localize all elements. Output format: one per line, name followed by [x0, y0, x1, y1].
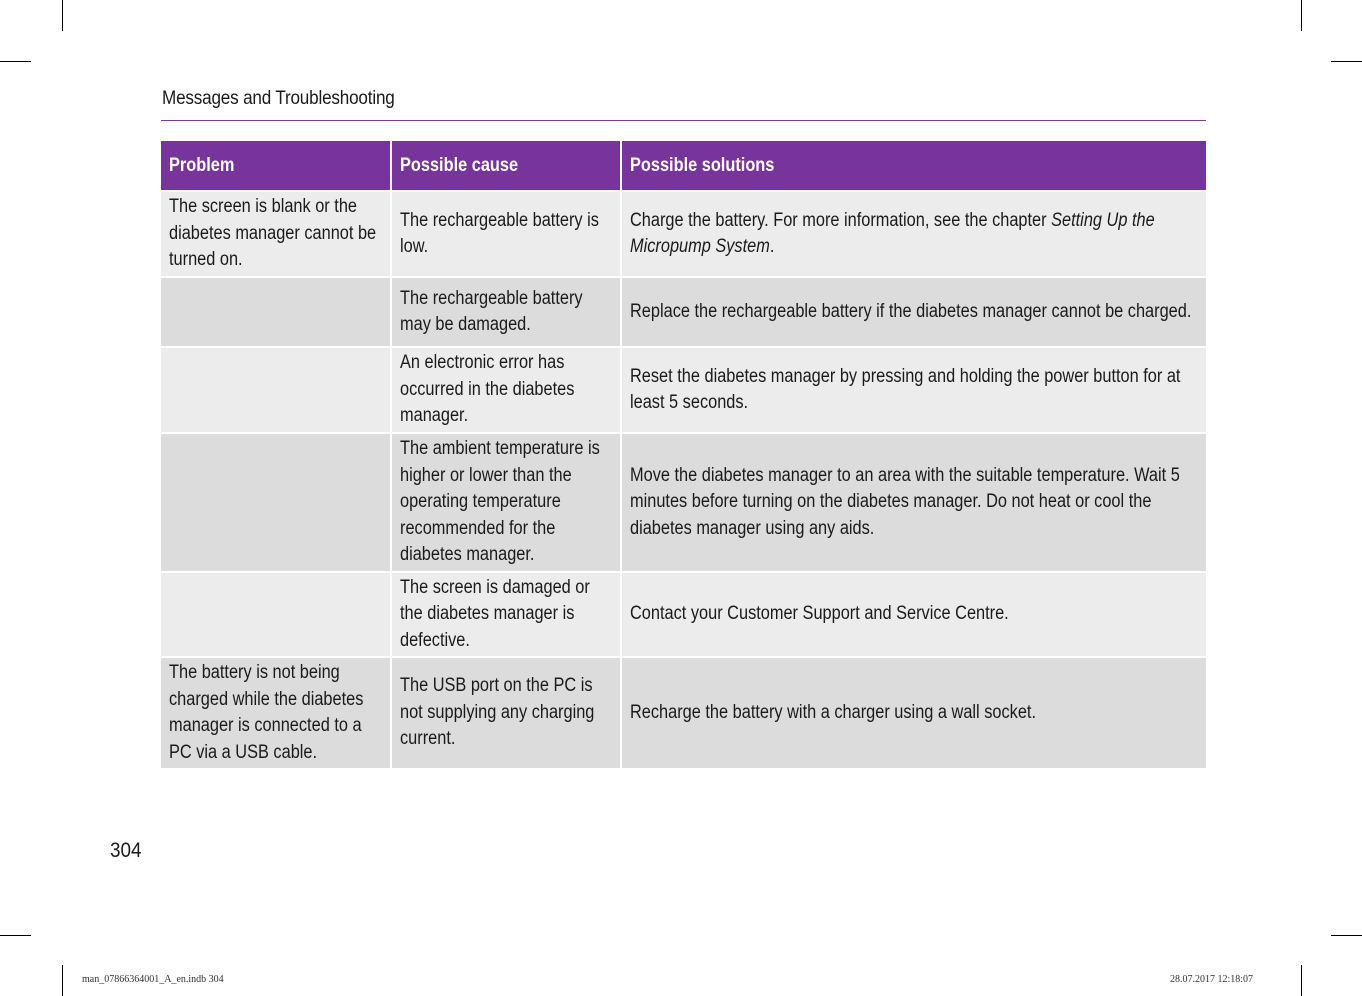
crop-mark-top-left-vertical — [62, 0, 63, 31]
crop-mark-bottom-left-horizontal — [0, 935, 31, 936]
solution-cell: Replace the rechargeable battery if the diabetes manager cannot be charged. — [621, 277, 1206, 347]
cause-cell: The USB port on the PC is not supplying any charging current. — [391, 657, 621, 768]
cause-cell: The screen is damaged or the diabetes manager is defective. — [391, 572, 621, 658]
solution-cell: Contact your Customer Support and Service Centre. — [621, 572, 1206, 658]
header-rule — [161, 120, 1206, 121]
cause-cell: The rechargeable battery may be damaged. — [391, 277, 621, 347]
problem-cell: The battery is not being charged while the diabetes manager is connected to a PC via a USB cable. — [161, 657, 391, 768]
crop-mark-top-left-horizontal — [0, 61, 31, 62]
chapter-reference: Setting Up the Micropump System — [630, 209, 1155, 257]
solution-cell: Recharge the battery with a charger using a wall socket. — [621, 657, 1206, 768]
cause-cell: The ambient temperature is higher or lower than the operating temperature recommended for the diabetes manager. — [391, 433, 621, 572]
column-header-possible-cause: Possible cause — [391, 141, 621, 191]
table-header-row — [161, 141, 1206, 191]
print-slug-timestamp: 28.07.2017 12:18:07 — [1170, 974, 1254, 985]
solution-cell: Move the diabetes manager to an area with the suitable temperature. Wait 5 minutes before turning on the diabetes manager. Do not heat or cool the diabetes manager using any aids. — [621, 433, 1206, 572]
problem-cell — [161, 572, 391, 658]
crop-mark-bottom-right-horizontal — [1331, 935, 1362, 936]
solution-cell: Reset the diabetes manager by pressing and holding the power button for at least 5 seconds. — [621, 347, 1206, 433]
table-row — [161, 657, 1206, 768]
crop-mark-bottom-left-vertical — [62, 965, 63, 996]
running-header: Messages and Troubleshooting — [162, 88, 395, 109]
crop-mark-bottom-right-vertical — [1301, 965, 1302, 996]
problem-cell: The screen is blank or the diabetes manager cannot be turned on. — [161, 191, 391, 277]
cause-cell: The rechargeable battery is low. — [391, 191, 621, 277]
problem-cell — [161, 347, 391, 433]
print-slug-file: man_07866364001_A_en.indb 304 — [82, 974, 224, 985]
table-row — [161, 572, 1206, 658]
solution-text-end: . — [769, 236, 775, 257]
column-header-possible-solutions: Possible solutions — [621, 141, 1206, 191]
solution-text: Charge the battery. For more information, see the chapter — [630, 209, 1052, 231]
table-row — [161, 433, 1206, 572]
solution-cell — [621, 191, 1206, 277]
table-row — [161, 277, 1206, 347]
troubleshooting-table — [161, 141, 1206, 768]
problem-cell — [161, 433, 391, 572]
page-number: 304 — [110, 839, 142, 862]
table-row — [161, 191, 1206, 277]
crop-mark-top-right-horizontal — [1331, 61, 1362, 62]
column-header-problem: Problem — [161, 141, 391, 191]
table-row — [161, 347, 1206, 433]
problem-cell — [161, 277, 391, 347]
crop-mark-top-right-vertical — [1301, 0, 1302, 31]
cause-cell: An electronic error has occurred in the diabetes manager. — [391, 347, 621, 433]
